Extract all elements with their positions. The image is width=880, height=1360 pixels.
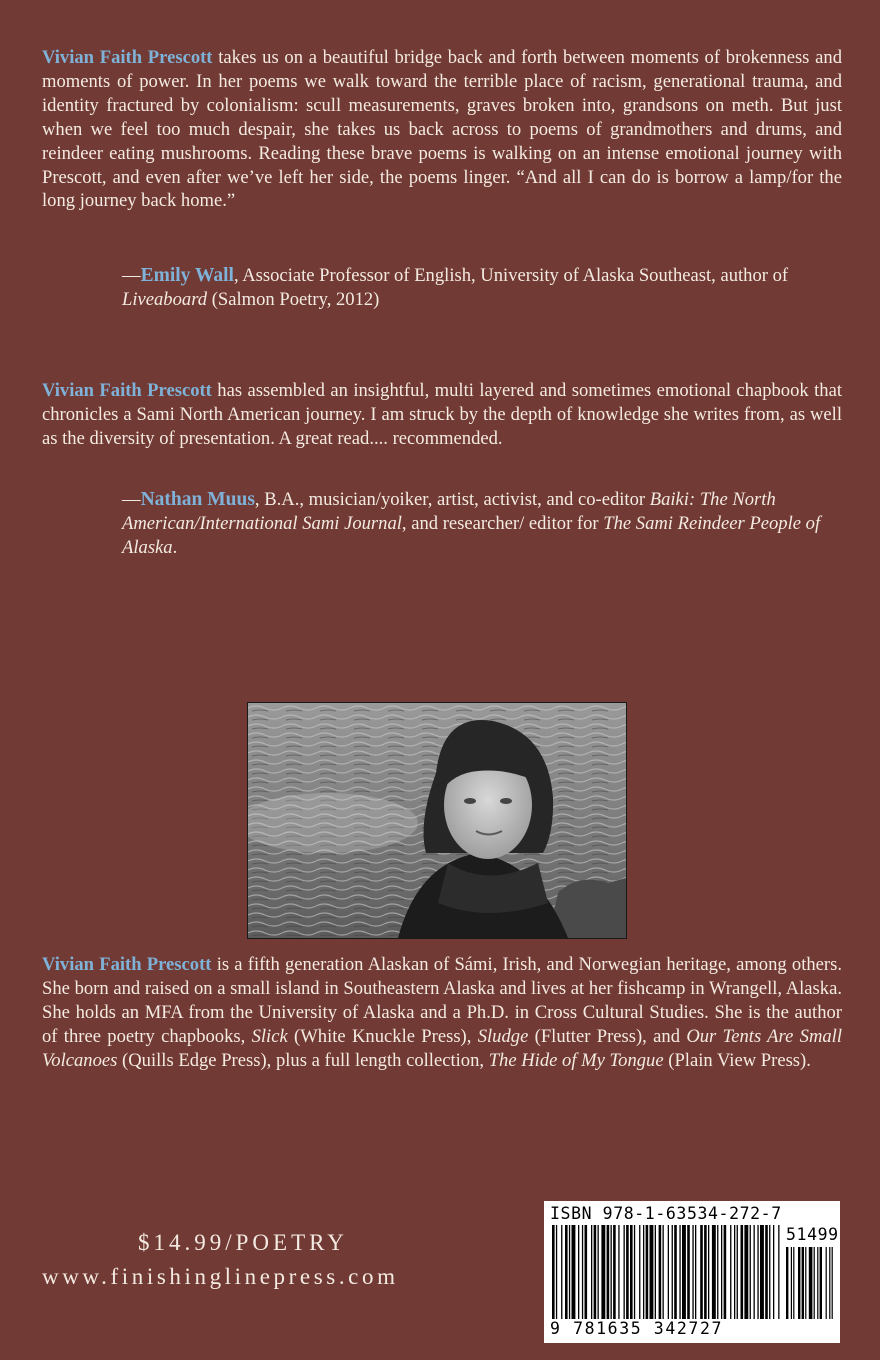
book-title: Slick	[251, 1025, 288, 1047]
reviewer-book-title: The Sami Reindeer People of Alaska	[122, 512, 821, 558]
book-title: Sludge	[477, 1025, 529, 1047]
attribution-dash: —	[122, 489, 141, 510]
reviewer-name: Emily Wall	[140, 265, 234, 286]
author-name: Vivian Faith Prescott	[42, 380, 212, 401]
reviewer-name: Nathan Muus	[140, 489, 255, 510]
bio-text: is a fifth generation Alaskan of Sámi, Irish, and Norwegian heritage, among others. She born and raised on a small island in Southeastern Alaska and lives at her fishcamp in Wrangell, Alaska. She holds an MFA from the University of Alaska and a Ph.D. in Cross Cultural Studies. She is the author of three poetry chapbooks,	[42, 954, 842, 1047]
reviewer-middle: , and researcher/ editor for	[401, 512, 604, 534]
isbn-barcode	[544, 1201, 840, 1343]
quote-emily-wall	[42, 46, 842, 213]
bio-text: (Flutter Press), and	[528, 1025, 687, 1047]
quote-text: has assembled an insightful, multi layered and sometimes emotional chapbook that chronicles a Sami North American journey. I am struck by the depth of knowledge she writes from, as well as the diversity of presentation. A great read.... recommended.	[42, 380, 842, 449]
price-category: $14.99/POETRY	[138, 1230, 348, 1255]
reviewer-details: , B.A., musician/yoiker, artist, activist, and co-editor	[254, 489, 650, 510]
bio-text: (Plain View Press).	[663, 1049, 811, 1071]
quote-nathan-muus	[42, 379, 842, 451]
attribution-dash: —	[122, 265, 141, 286]
bio-text: (White Knuckle Press),	[287, 1025, 478, 1047]
reviewer-publisher: (Salmon Poetry, 2012)	[207, 288, 380, 310]
bio-text: (Quills Edge Press), plus a full length collection,	[117, 1049, 489, 1071]
journal-title: Baiki: The North American/International Sami Journal	[122, 489, 776, 534]
book-title: The Hide of My Tongue	[488, 1049, 664, 1071]
ean-number: 9 781635 342727	[550, 1319, 724, 1338]
attribution-emily-wall	[122, 264, 842, 312]
isbn-number: ISBN 978-1-63534-272-7	[550, 1204, 782, 1223]
book-title: Our Tents Are Small Volcanoes	[42, 1025, 842, 1071]
reviewer-details: , Associate Professor of English, University of Alaska Southeast, author of	[233, 265, 789, 286]
author-name: Vivian Faith Prescott	[42, 954, 212, 975]
price-code: 51499	[786, 1225, 839, 1244]
quote-text: takes us on a beautiful bridge back and forth between moments of brokenness and moments of power. In her poems we walk toward the terrible place of racism, generational trauma, and identity fractured by colonialism: scull measurements, graves broken into, grandsons on meth. But just when we feel too much despair, she takes us back across to poems of grandmothers and drums, and reindeer eating mushrooms. Reading these brave poems is walking on an intense emotional journey with Prescott, and even after we’ve left her side, the poems linger. “And all I can do is borrow a lamp/for the long journey back home.”	[42, 47, 842, 212]
attribution-nathan-muus	[122, 488, 842, 560]
author-photo	[247, 702, 627, 939]
author-name: Vivian Faith Prescott	[42, 47, 213, 68]
reviewer-after: .	[172, 536, 178, 558]
reviewer-book-title: Liveaboard	[122, 288, 208, 310]
author-bio	[42, 953, 842, 1073]
publisher-website: www.finishinglinepress.com	[42, 1264, 399, 1289]
